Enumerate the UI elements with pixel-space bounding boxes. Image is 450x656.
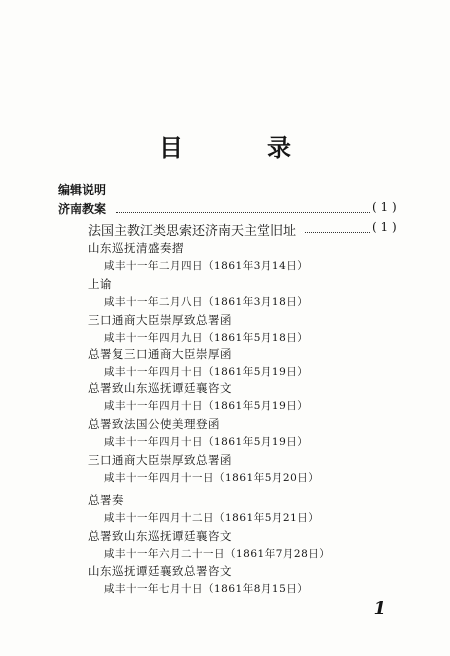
- page-number: ( 1 ): [372, 200, 397, 214]
- case-title[interactable]: 法国主教江类思索还济南天主堂旧址: [88, 224, 297, 239]
- document-title[interactable]: 山东巡抚清盛奏摺: [88, 241, 184, 255]
- document-date: 咸丰十一年七月十日（1861年8月15日）: [104, 583, 309, 595]
- document-title[interactable]: 上谕: [88, 277, 112, 291]
- document-title[interactable]: 总署致山东巡抚谭廷襄咨文: [88, 529, 232, 543]
- document-date: 咸丰十一年二月四日（1861年3月14日）: [104, 260, 309, 272]
- document-date: 咸丰十一年四月十日（1861年5月19日）: [104, 400, 309, 412]
- document-title[interactable]: 山东巡抚谭廷襄致总署咨文: [88, 564, 232, 578]
- folio-number: 1: [373, 598, 386, 619]
- document-title[interactable]: 总署致法国公使美理登函: [88, 417, 220, 431]
- document-date: 咸丰十一年六月二十一日（1861年7月28日）: [104, 548, 331, 560]
- document-date: 咸丰十一年二月八日（1861年3月18日）: [104, 296, 309, 308]
- document-date: 咸丰十一年四月十二日（1861年5月21日）: [104, 512, 320, 524]
- page-number: ( 1 ): [372, 220, 397, 234]
- section-editorial-notes[interactable]: 编辑说明: [58, 183, 107, 197]
- document-title[interactable]: 三口通商大臣崇厚致总署函: [88, 313, 232, 327]
- document-title[interactable]: 总署复三口通商大臣崇厚函: [88, 347, 232, 361]
- document-date: 咸丰十一年四月十日（1861年5月19日）: [104, 366, 309, 378]
- document-title[interactable]: 三口通商大臣崇厚致总署函: [88, 453, 232, 467]
- page-title: 目 录: [159, 133, 321, 162]
- document-title[interactable]: 总署奏: [88, 493, 124, 507]
- document-date: 咸丰十一年四月十日（1861年5月19日）: [104, 436, 309, 448]
- section-jinan-case[interactable]: 济南教案: [58, 202, 107, 216]
- document-date: 咸丰十一年四月十一日（1861年5月20日）: [104, 472, 320, 484]
- document-title[interactable]: 总署致山东巡抚谭廷襄咨文: [88, 381, 232, 395]
- document-date: 咸丰十一年四月九日（1861年5月18日）: [104, 332, 309, 344]
- dot-leader: [116, 212, 370, 213]
- dot-leader: [305, 232, 370, 233]
